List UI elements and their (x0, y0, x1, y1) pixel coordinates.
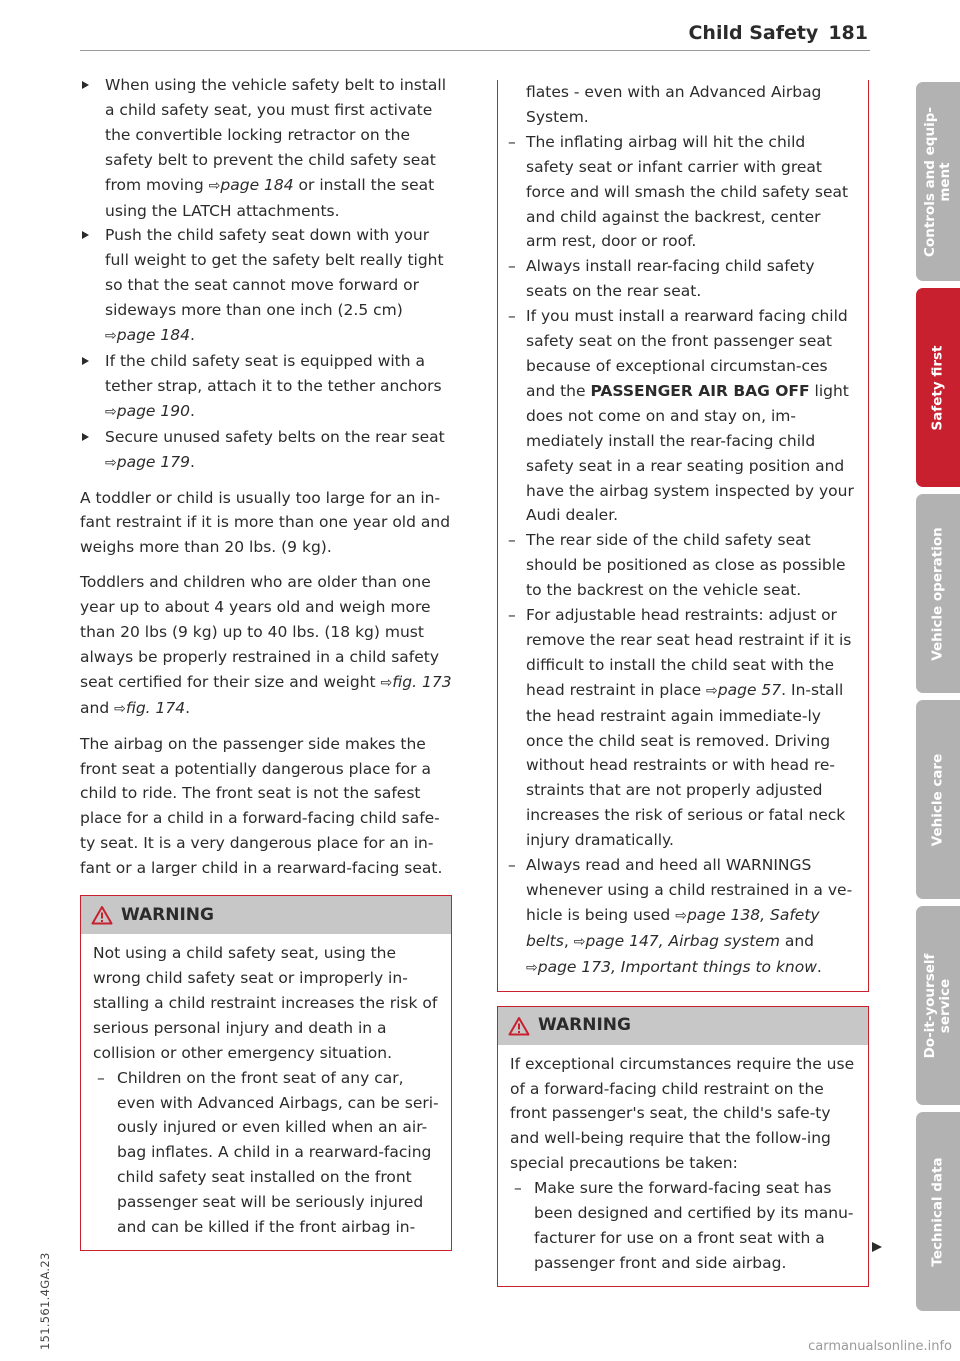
figure-reference-link[interactable]: ⇨fig. 173 (380, 672, 452, 691)
page-header (688, 22, 868, 44)
warning-label: WARNING (538, 1015, 631, 1036)
cross-reference-link[interactable]: ⇨page 147, Airbag system (573, 931, 780, 950)
warning-body (81, 934, 451, 1250)
figure-reference-link[interactable]: ⇨fig. 174 (114, 698, 186, 717)
continue-arrow-icon (870, 1240, 884, 1254)
cross-reference-link[interactable]: ⇨page 173, Important things to know (526, 957, 817, 976)
cross-reference-link[interactable]: ⇨page 184 (208, 175, 294, 194)
indicator-label: PASSENGER AIR BAG OFF (590, 381, 810, 400)
left-column (80, 73, 452, 1251)
tab-technical-data[interactable]: Technical data (916, 1112, 960, 1311)
continuation-text: flates - even with an Advanced Airbag System. (526, 83, 822, 126)
list-item: – Children on the front seat of any car, even with Advanced Airbags, can be seri-ously injured or even killed when an air-bag inflates. A child in a rearward-facing child safety seat installed on the front passenger seat will be seriously injured and can be killed if the front airbag in- (97, 1068, 439, 1237)
document-code: 151.561.4GA.23 (38, 1252, 52, 1350)
tab-controls-and-equipment[interactable]: Controls and equip- ment (916, 82, 960, 281)
arrow-right-icon: ⇨ (675, 907, 687, 924)
list-item: If the child safety seat is equipped with a tether strap, attach it to the tether anchors ⇨page 190. (80, 349, 452, 425)
arrow-right-icon: ⇨ (105, 328, 117, 345)
warning-continuation-box (497, 80, 869, 992)
warning-text: Not using a child safety seat, using the wrong child safety seat or improperly in-stalling a child restraint increases the risk of serious personal injury and death in a collision or other emergency situation. (93, 944, 438, 1062)
warning-box (80, 895, 452, 1251)
watermark-text: carmanualsonline.info (808, 1339, 952, 1354)
list-item: – For adjustable head restraints: adjust or remove the rear seat head restraint if it is difficult to install the child seat with the head restraint in place ⇨page 57. In-stall the head restraint again immediate-ly once the child seat is removed. Driving without head restraints or with head re-straints that are not properly adjusted increases the risk of serious or fatal neck injury dramatically. (508, 606, 852, 850)
list-item: – If you must install a rearward facing child safety seat on the front passenger seat because of exceptional circumstan-ces and the PASSENGER AIR BAG OFF light does not come on and stay on, im-mediately install the rear-facing child safety seat in a rear seating position and have the airbag system inspected by your Audi dealer. (508, 307, 854, 525)
cross-reference-link[interactable]: ⇨page 190 (105, 401, 190, 420)
tab-vehicle-care[interactable]: Vehicle care (916, 700, 960, 899)
warning-header (498, 1007, 868, 1045)
list-item: – The inflating airbag will hit the child safety seat or infant carrier with great force and will smash the child safety seat and child against the backrest, center arm rest, door or roof. (508, 132, 849, 251)
list-item: – The rear side of the child safety seat should be positioned as close as possible to the backrest on the vehicle seat. (508, 531, 846, 600)
list-item: Push the child safety seat down with your full weight to get the safety belt really tight so that the seat cannot move forward or sideways more than one inch (2.5 cm) ⇨page 184. (80, 223, 452, 349)
warning-triangle-icon (91, 905, 113, 925)
warning-triangle-icon (508, 1016, 530, 1036)
tab-do-it-yourself-service[interactable]: Do-it-yourself service (916, 906, 960, 1105)
list-item: Secure unused safety belts on the rear seat ⇨page 179. (80, 425, 452, 476)
tab-safety-first[interactable]: Safety first (916, 288, 960, 487)
warning-label: WARNING (121, 904, 214, 925)
warning-body (498, 1045, 868, 1286)
cross-reference-link[interactable]: ⇨page 179 (105, 452, 190, 471)
warning-box (497, 1006, 869, 1287)
right-column (497, 80, 869, 1287)
arrow-right-icon: ⇨ (573, 933, 586, 950)
cross-reference-link[interactable]: ⇨page 184 (105, 326, 190, 345)
body-paragraph: A toddler or child is usually too large for an in-fant restraint if it is more than one year old and weighs more than 20 lbs. (9 kg). (80, 488, 451, 557)
cross-reference-link[interactable]: ⇨page 138, Safety belts (526, 905, 820, 950)
warning-header (81, 896, 451, 934)
arrow-right-icon: ⇨ (114, 700, 126, 717)
tab-vehicle-operation[interactable]: Vehicle operation (916, 494, 960, 693)
list-item: – Always install rear-facing child safety seats on the rear seat. (508, 257, 815, 301)
section-title: Child Safety (688, 22, 819, 44)
header-rule (80, 50, 870, 51)
list-item: – Always read and heed all WARNINGS whenever using a child restrained in a ve-hicle is being used ⇨page 138, Safety belts, ⇨page 147, Airbag system and ⇨page 173, Important things to know. (508, 856, 853, 976)
arrow-right-icon: ⇨ (380, 674, 393, 691)
list-item: – Make sure the forward-facing seat has been designed and certified by its manu-facturer for use on a front seat with a passenger front and side airbag. (514, 1179, 854, 1272)
arrow-right-icon: ⇨ (706, 682, 718, 699)
cross-reference-link[interactable]: ⇨page 57 (706, 680, 782, 699)
arrow-right-icon: ⇨ (208, 177, 221, 194)
arrow-right-icon: ⇨ (105, 403, 117, 420)
body-paragraph: The airbag on the passenger side makes the front seat a potentially dangerous place for a child to ride. The front seat is not the safest place for a child in a forward-facing child safe-ty seat. It is a very dangerous place for an in-fant or a larger child in a rearward-facing seat. (80, 734, 443, 878)
body-paragraph: Toddlers and children who are older than one year up to about 4 years old and weigh more than 20 lbs (9 kg) up to 40 lbs. (18 kg) must always be properly restrained in a child safety seat certified for their size and weight ⇨fig. 173 and ⇨fig. 174. (80, 573, 452, 717)
arrow-right-icon: ⇨ (105, 454, 117, 471)
page-number: 181 (828, 22, 868, 44)
warning-text: If exceptional circumstances require the use of a forward-facing child restraint on the front passenger's seat, the child's safe-ty and well-being require that the follow-ing special precautions be taken: (510, 1054, 855, 1173)
list-item: When using the vehicle safety belt to install a child safety seat, you must first activate the convertible locking retractor on the safety belt to prevent the child safety seat from moving ⇨page 184 or install the seat using the LATCH attachments. (80, 73, 452, 223)
arrow-right-icon: ⇨ (526, 959, 538, 976)
